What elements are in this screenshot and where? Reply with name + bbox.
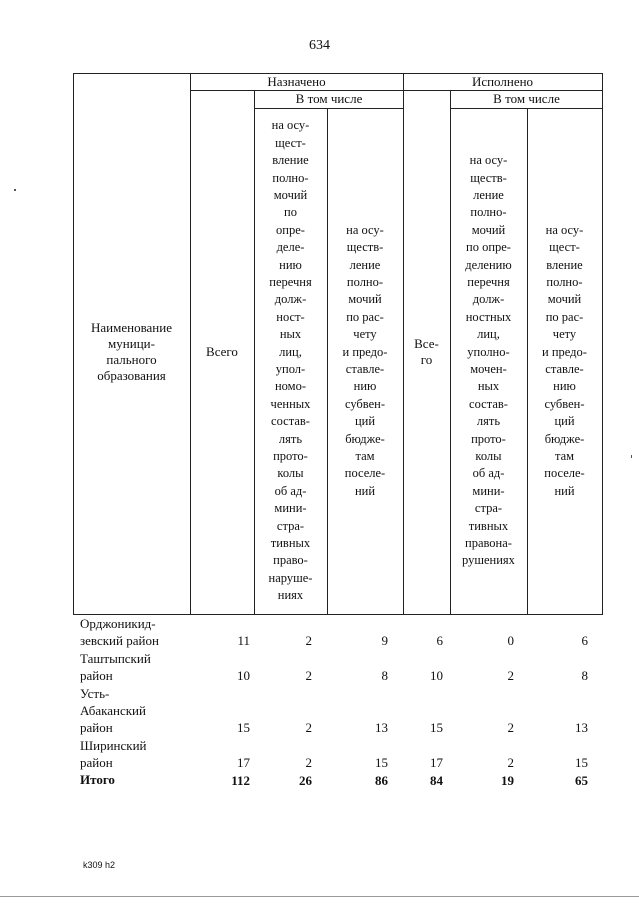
row-value: 15 xyxy=(430,720,443,735)
including-header-executed: В том числе xyxy=(493,91,560,106)
row-value: 2 xyxy=(507,755,514,770)
scan-mark xyxy=(631,455,632,458)
row-value: 2 xyxy=(305,755,312,770)
row-name: Таштыпский район xyxy=(80,651,151,683)
total-value: 84 xyxy=(430,773,443,788)
row-value: 6 xyxy=(436,633,443,648)
scan-edge-line xyxy=(0,896,639,897)
row-value: 10 xyxy=(237,668,250,683)
assigned-total-header: Всего xyxy=(206,344,238,359)
row-value: 2 xyxy=(305,668,312,683)
row-value: 8 xyxy=(581,668,588,683)
assigned-sub1-header: на осу- щест- вление полно- мочий по опре- деле- нию перечня долж- ност- ных лиц, упол- номо- ченных состав- лять прото- колы об ад- мини- стра- тивных право- наруше- ниях xyxy=(268,118,313,603)
footer-code: k309 h2 xyxy=(83,860,116,870)
scan-mark xyxy=(14,189,16,191)
assigned-header: Назначено xyxy=(267,73,326,89)
executed-sub2-header: на осу- щест- вление полно- мочий по рас- чету и предо- ставле- нию субвен- ций бюдже- там поселе- ний xyxy=(542,222,587,498)
row-value: 2 xyxy=(507,668,514,683)
row-value: 13 xyxy=(375,720,388,735)
executed-header: Исполнено xyxy=(471,73,534,89)
row-value: 10 xyxy=(430,668,443,683)
row-value: 15 xyxy=(575,755,588,770)
row-value: 15 xyxy=(375,755,388,770)
row-name: Ширинский район xyxy=(80,738,147,770)
row-value: 6 xyxy=(581,633,588,648)
row-value: 2 xyxy=(507,720,514,735)
assigned-sub2-header: на осу- ществ- ление полно- мочий по рас- чету и предо- ставле- нию субвен- ций бюдже- там поселе- ний xyxy=(342,222,388,498)
row-value: 2 xyxy=(305,720,312,735)
executed-sub1-header: на осу- ществ- ление полно- мочий по опре- делению перечня долж- ностных лиц, уполно- мочен- ных состав- лять прото- колы об ад- мини- стра- тивных правона- рушениях xyxy=(462,153,515,568)
total-value: 112 xyxy=(231,773,250,788)
municipality-name-header: Наименование муници- пального образования xyxy=(91,320,172,383)
row-value: 15 xyxy=(237,720,250,735)
total-value: 86 xyxy=(375,773,388,788)
executed-total-header: Все- го xyxy=(414,336,439,367)
row-value: 8 xyxy=(381,668,388,683)
row-value: 9 xyxy=(381,633,388,648)
page-number: 634 xyxy=(309,38,330,53)
row-value: 11 xyxy=(237,633,250,648)
total-label: Итого xyxy=(80,772,115,787)
row-value: 17 xyxy=(237,755,250,770)
row-value: 2 xyxy=(305,633,312,648)
total-value: 65 xyxy=(575,773,588,788)
row-name: Орджоникид- зевский район xyxy=(80,616,159,648)
total-value: 19 xyxy=(501,773,514,788)
row-value: 17 xyxy=(430,755,443,770)
row-name: Усть- Абаканский район xyxy=(80,686,146,735)
row-value: 0 xyxy=(507,633,514,648)
row-value: 13 xyxy=(575,720,588,735)
including-header-assigned: В том числе xyxy=(295,91,363,106)
total-value: 26 xyxy=(299,773,312,788)
